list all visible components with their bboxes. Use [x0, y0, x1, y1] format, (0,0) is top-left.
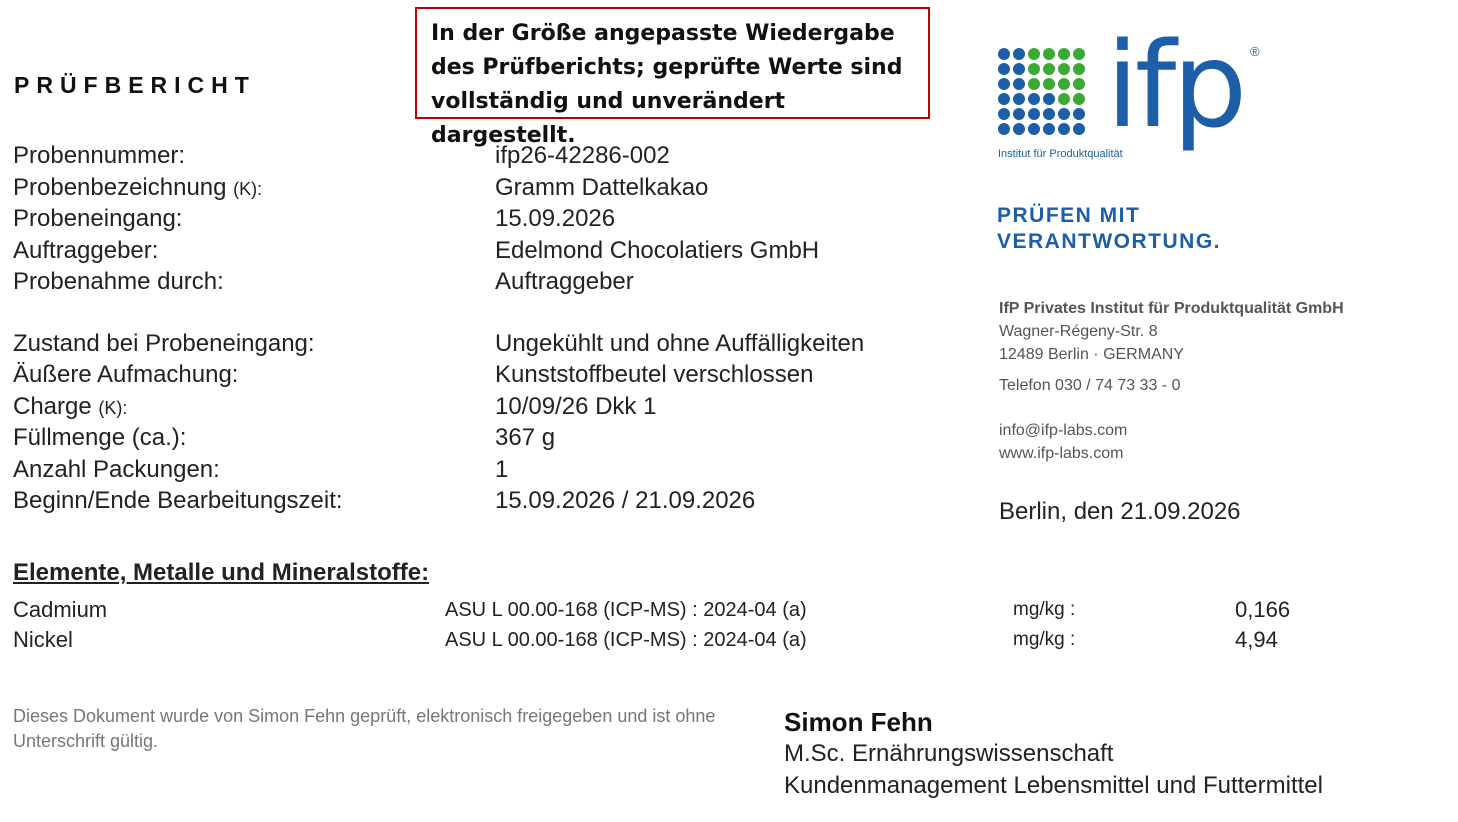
logo-dot: [998, 78, 1010, 90]
result-analyte: Nickel: [13, 627, 73, 652]
registered-mark: ®: [1250, 44, 1260, 59]
logo-dot: [1073, 123, 1085, 135]
logo-dot: [1013, 93, 1025, 105]
company-phone: Telefon 030 / 74 73 33 - 0: [999, 377, 1181, 394]
info-label: Probenbezeichnung: [13, 174, 234, 201]
info-label: Äußere Aufmachung:: [13, 361, 239, 388]
info-label-suffix: (K):: [98, 398, 128, 418]
logo-dot: [1028, 108, 1040, 120]
info-value: Kunststoffbeutel verschlossen: [495, 361, 814, 388]
logo-dot: [1073, 93, 1085, 105]
logo-dot: [1058, 48, 1070, 60]
result-unit: mg/kg :: [1013, 599, 1076, 620]
logo-dot: [998, 93, 1010, 105]
logo-wordmark: ifp: [1106, 16, 1244, 154]
result-method: ASU L 00.00-168 (ICP-MS) : 2024-04 (a): [445, 599, 807, 621]
resize-notice: In der Größe angepasste Wiedergabe des Prüfberichts; geprüfte Werte sind vollständig und unverändert dargestellt.: [415, 7, 930, 119]
company-city: 12489 Berlin · GERMANY: [999, 346, 1184, 363]
result-unit: mg/kg :: [1013, 629, 1076, 650]
logo-dot: [1073, 78, 1085, 90]
slogan-line-2: VERANTWORTUNG.: [997, 230, 1221, 253]
logo-dot: [1073, 48, 1085, 60]
logo-dot: [1058, 63, 1070, 75]
logo-dot: [1028, 48, 1040, 60]
approval-note: Dieses Dokument wurde von Simon Fehn geprüft, elektronisch freigegeben und ist ohne Unterschrift gültig.: [13, 706, 716, 751]
logo-dot: [1058, 78, 1070, 90]
signature-block: [784, 706, 1323, 802]
logo-dot: [1058, 93, 1070, 105]
info-value: Ungekühlt und ohne Auffälligkeiten: [495, 330, 865, 357]
report-date: Berlin, den 21.09.2026: [999, 498, 1241, 525]
company-website[interactable]: www.ifp-labs.com: [999, 445, 1124, 462]
logo-dot: [1013, 108, 1025, 120]
info-label: Anzahl Packungen:: [13, 456, 220, 483]
info-value: Gramm Dattelkakao: [495, 174, 709, 201]
info-label: Probeneingang:: [13, 205, 183, 232]
logo-dot: [1043, 78, 1055, 90]
info-value: Edelmond Chocolatiers GmbH: [495, 237, 820, 264]
logo-dot: [1043, 93, 1055, 105]
info-label: Probennummer:: [13, 142, 186, 169]
ifp-logo: [998, 16, 1268, 164]
info-label: Zustand bei Probeneingang:: [13, 330, 315, 357]
info-value: 1: [495, 456, 509, 483]
info-value: ifp26-42286-002: [495, 142, 670, 169]
logo-dot: [1028, 123, 1040, 135]
logo-dot: [1058, 108, 1070, 120]
info-label: Auftraggeber:: [13, 237, 159, 264]
logo-dot: [1028, 63, 1040, 75]
logo-dot: [1073, 108, 1085, 120]
company-email[interactable]: info@ifp-labs.com: [999, 422, 1128, 439]
company-name: IfP Privates Institut für Produktqualität GmbH: [999, 300, 1344, 317]
signer-role: Kundenmanagement Lebensmittel und Futtermittel: [784, 772, 1323, 799]
logo-dot: [998, 63, 1010, 75]
logo-dot: [1013, 78, 1025, 90]
logo-dot: [1013, 123, 1025, 135]
signer-degree: M.Sc. Ernährungswissenschaft: [784, 740, 1114, 767]
slogan-line-1: PRÜFEN MIT: [997, 204, 1141, 227]
logo-dot: [1043, 48, 1055, 60]
result-method: ASU L 00.00-168 (ICP-MS) : 2024-04 (a): [445, 629, 807, 651]
logo-dot: [1028, 93, 1040, 105]
result-value: 4,94: [1235, 627, 1278, 652]
info-label: Beginn/Ende Bearbeitungszeit:: [13, 487, 343, 514]
logo-dot-grid-icon: [998, 48, 1088, 138]
report-title: PRÜFBERICHT: [14, 72, 256, 98]
logo-dot: [998, 108, 1010, 120]
info-label-suffix: (K):: [233, 179, 263, 199]
result-value: 0,166: [1235, 597, 1291, 622]
logo-subtitle: Institut für Produktqualität: [998, 148, 1123, 160]
info-label: Charge: [13, 393, 99, 420]
logo-dot: [1013, 48, 1025, 60]
info-value: 15.09.2026: [495, 205, 616, 232]
company-street: Wagner-Régeny-Str. 8: [999, 323, 1158, 340]
info-value: Auftraggeber: [495, 268, 634, 295]
logo-dot: [1043, 108, 1055, 120]
info-value: 15.09.2026 / 21.09.2026: [495, 487, 756, 514]
logo-dot: [1043, 123, 1055, 135]
info-label: Füllmenge (ca.):: [13, 424, 187, 451]
logo-dot: [1073, 63, 1085, 75]
logo-dot: [1028, 78, 1040, 90]
logo-dot: [1013, 63, 1025, 75]
info-value: 10/09/26 Dkk 1: [495, 393, 657, 420]
slogan: [997, 203, 1221, 255]
info-value: 367 g: [495, 424, 556, 451]
info-label: Probenahme durch:: [13, 268, 224, 295]
logo-dot: [998, 123, 1010, 135]
logo-dot: [1058, 123, 1070, 135]
result-analyte: Cadmium: [13, 597, 108, 622]
section-title-elements: Elemente, Metalle und Mineralstoffe:: [13, 559, 430, 586]
logo-dot: [998, 48, 1010, 60]
signer-name: Simon Fehn: [784, 707, 933, 737]
logo-dot: [1043, 63, 1055, 75]
